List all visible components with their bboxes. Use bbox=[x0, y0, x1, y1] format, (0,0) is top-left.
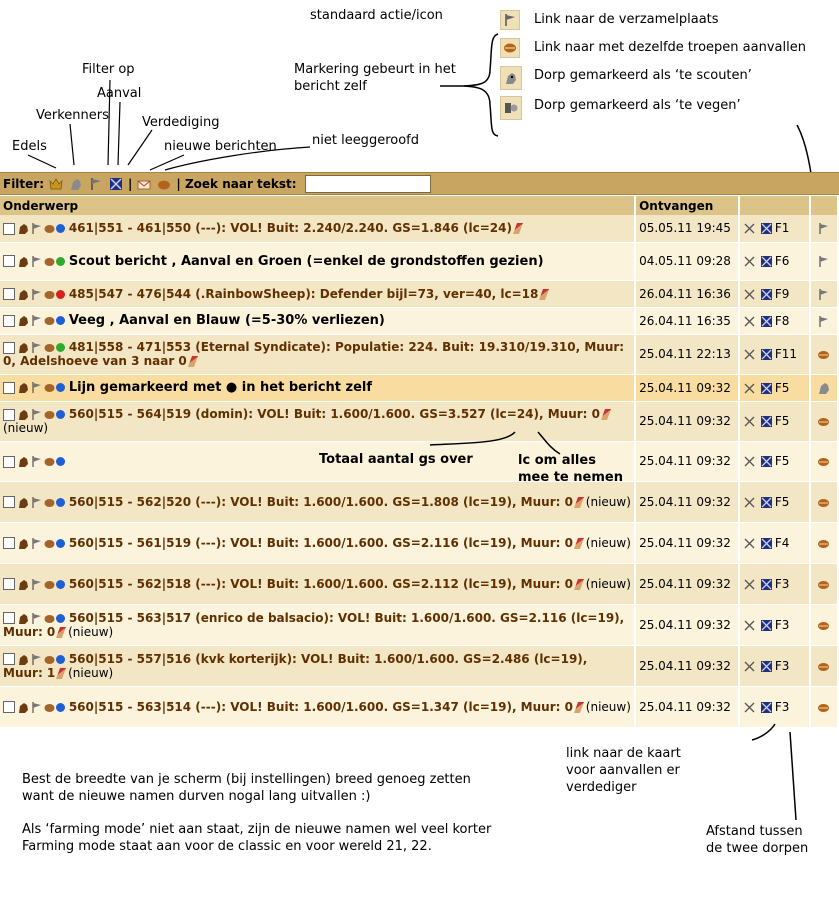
distance-label: F3 bbox=[774, 658, 790, 673]
annotation-map-link-3: verdediger bbox=[566, 780, 637, 795]
annotation-marking-1: Markering gebeurt in het bbox=[294, 62, 456, 77]
annotation-map-link-1: link naar de kaart bbox=[566, 746, 681, 761]
footer-note-1: Best de breedte van je scherm (bij instellingen) breed genoeg zetten bbox=[22, 772, 471, 787]
new-tag: (nieuw) bbox=[68, 665, 114, 680]
annotation-nobles: Edels bbox=[12, 139, 47, 154]
received-date: 25.04.11 09:32 bbox=[635, 522, 739, 563]
new-tag: (nieuw) bbox=[585, 576, 631, 591]
annotation-attack: Aanval bbox=[97, 86, 142, 101]
report-subject[interactable]: Veeg , Aanval en Blauw (=5-30% verliezen) bbox=[68, 313, 385, 328]
received-date: 26.04.11 16:35 bbox=[635, 307, 739, 334]
legend-label-0: Link naar de verzamelplaats bbox=[534, 12, 719, 27]
distance-label: F8 bbox=[774, 313, 790, 328]
distance-label: F9 bbox=[774, 286, 790, 301]
annotation-lc-1: lc om alles bbox=[518, 453, 596, 468]
report-subject[interactable]: 560|515 - 563|517 (enrico de balsacio): VOL! Buit: 1.600/1.600. GS=2.116 (lc=19), Muur: 0 bbox=[3, 610, 625, 639]
annotation-map-link-2: voor aanvallen er bbox=[566, 763, 680, 778]
received-date: 25.04.11 09:32 bbox=[635, 481, 739, 522]
report-subject[interactable]: 560|515 - 563|514 (---): VOL! Buit: 1.600/1.600. GS=1.347 (lc=19), Muur: 0 bbox=[68, 699, 573, 714]
report-subject[interactable]: 560|515 - 557|516 (kvk korterijk): VOL! Buit: 1.600/1.600. GS=2.486 (lc=19), Muur: 1 bbox=[3, 651, 588, 680]
footer-note-3: Als ‘farming mode’ niet aan staat, zijn de nieuwe namen wel veel korter bbox=[22, 822, 492, 837]
col-received[interactable]: Ontvangen bbox=[635, 196, 739, 215]
distance-label: F5 bbox=[774, 494, 790, 509]
annotation-not-emptied: niet leeggeroofd bbox=[312, 133, 419, 148]
received-date: 25.04.11 09:32 bbox=[635, 686, 739, 727]
annotation-lc-2: mee te nemen bbox=[518, 470, 623, 485]
distance-label: F5 bbox=[774, 454, 790, 468]
annotation-filter-on: Filter op bbox=[82, 62, 135, 77]
report-subject[interactable]: 481|558 - 471|553 (Eternal Syndicate): Populatie: 224. Buit: 19.310/19.310, Muur: 0, Adelshoeve van 3 naar 0 bbox=[3, 340, 625, 368]
report-subject[interactable]: Scout bericht , Aanval en Groen (=enkel de grondstoffen gezien) bbox=[68, 253, 544, 269]
annotation-new-reports: nieuwe berichten bbox=[164, 139, 277, 154]
report-subject[interactable]: 560|515 - 564|519 (domin): VOL! Buit: 1.600/1.600. GS=3.527 (lc=24), Muur: 0 bbox=[68, 407, 601, 421]
distance-label: F3 bbox=[774, 617, 790, 632]
report-subject[interactable]: Lijn gemarkeerd met ● in het bericht zelf bbox=[68, 380, 373, 395]
received-date: 25.04.11 22:13 bbox=[635, 334, 739, 374]
report-subject[interactable]: 560|515 - 562|520 (---): VOL! Buit: 1.600/1.600. GS=1.808 (lc=19), Muur: 0 bbox=[68, 494, 573, 509]
report-subject[interactable]: 461|551 - 461|550 (---): VOL! Buit: 2.240/2.240. GS=1.846 (lc=24) bbox=[68, 221, 512, 236]
annotation-marking-2: bericht zelf bbox=[294, 79, 367, 94]
legend-label-1: Link naar met dezelfde troepen aanvallen bbox=[534, 40, 806, 55]
received-date: 05.05.11 19:45 bbox=[635, 215, 739, 242]
received-date: 25.04.11 09:32 bbox=[635, 604, 739, 645]
received-date: 25.04.11 09:32 bbox=[635, 441, 739, 481]
report-subject[interactable]: 560|515 - 561|519 (---): VOL! Buit: 1.600/1.600. GS=2.116 (lc=19), Muur: 0 bbox=[68, 535, 573, 550]
new-tag: (nieuw) bbox=[585, 535, 631, 550]
received-date: 26.04.11 16:36 bbox=[635, 280, 739, 307]
footer-note-4: Farming mode staat aan voor de classic en voor wereld 21, 22. bbox=[22, 839, 432, 854]
annotation-distance-1: Afstand tussen bbox=[706, 824, 803, 839]
report-subject[interactable]: 485|547 - 476|544 (.RainbowSheep): Defender bijl=73, ver=40, lc=18 bbox=[68, 286, 539, 301]
received-date: 04.05.11 09:28 bbox=[635, 242, 739, 280]
distance-label: F3 bbox=[774, 699, 790, 714]
received-date: 25.04.11 09:32 bbox=[635, 563, 739, 604]
distance-label: F5 bbox=[774, 380, 790, 395]
filter-label: Filter: bbox=[3, 176, 45, 191]
received-date: 25.04.11 09:32 bbox=[635, 645, 739, 686]
new-tag: (nieuw) bbox=[3, 421, 49, 435]
distance-label: F4 bbox=[774, 535, 790, 550]
new-tag: (nieuw) bbox=[68, 624, 114, 639]
distance-label: F11 bbox=[774, 347, 798, 361]
received-date: 25.04.11 09:32 bbox=[635, 374, 739, 401]
footer-note-2: want de nieuwe namen durven nogal lang uitvallen :) bbox=[22, 789, 371, 804]
legend-label-2: Dorp gemarkeerd als ‘te scouten’ bbox=[534, 68, 752, 83]
annotation-defense: Verdediging bbox=[142, 115, 220, 130]
annotation-total-gs: Totaal aantal gs over bbox=[319, 452, 473, 467]
annotation-scouts: Verkenners bbox=[36, 108, 109, 123]
distance-label: F6 bbox=[774, 254, 790, 268]
distance-label: F3 bbox=[774, 576, 790, 591]
distance-label: F5 bbox=[774, 414, 790, 428]
legend-label-3: Dorp gemarkeerd als ‘te vegen’ bbox=[534, 98, 741, 113]
annotation-standard-action: standaard actie/icon bbox=[310, 8, 443, 23]
report-subject[interactable]: 560|515 - 562|518 (---): VOL! Buit: 1.600/1.600. GS=2.112 (lc=19), Muur: 0 bbox=[68, 576, 573, 591]
search-label: | Zoek naar tekst: bbox=[176, 176, 297, 191]
annotation-distance-2: de twee dorpen bbox=[706, 841, 809, 856]
new-tag: (nieuw) bbox=[585, 699, 631, 714]
received-date: 25.04.11 09:32 bbox=[635, 401, 739, 441]
new-tag: (nieuw) bbox=[585, 494, 631, 509]
distance-label: F1 bbox=[774, 221, 790, 236]
filter-separator: | bbox=[128, 176, 133, 191]
col-subject[interactable]: Onderwerp bbox=[0, 196, 635, 215]
